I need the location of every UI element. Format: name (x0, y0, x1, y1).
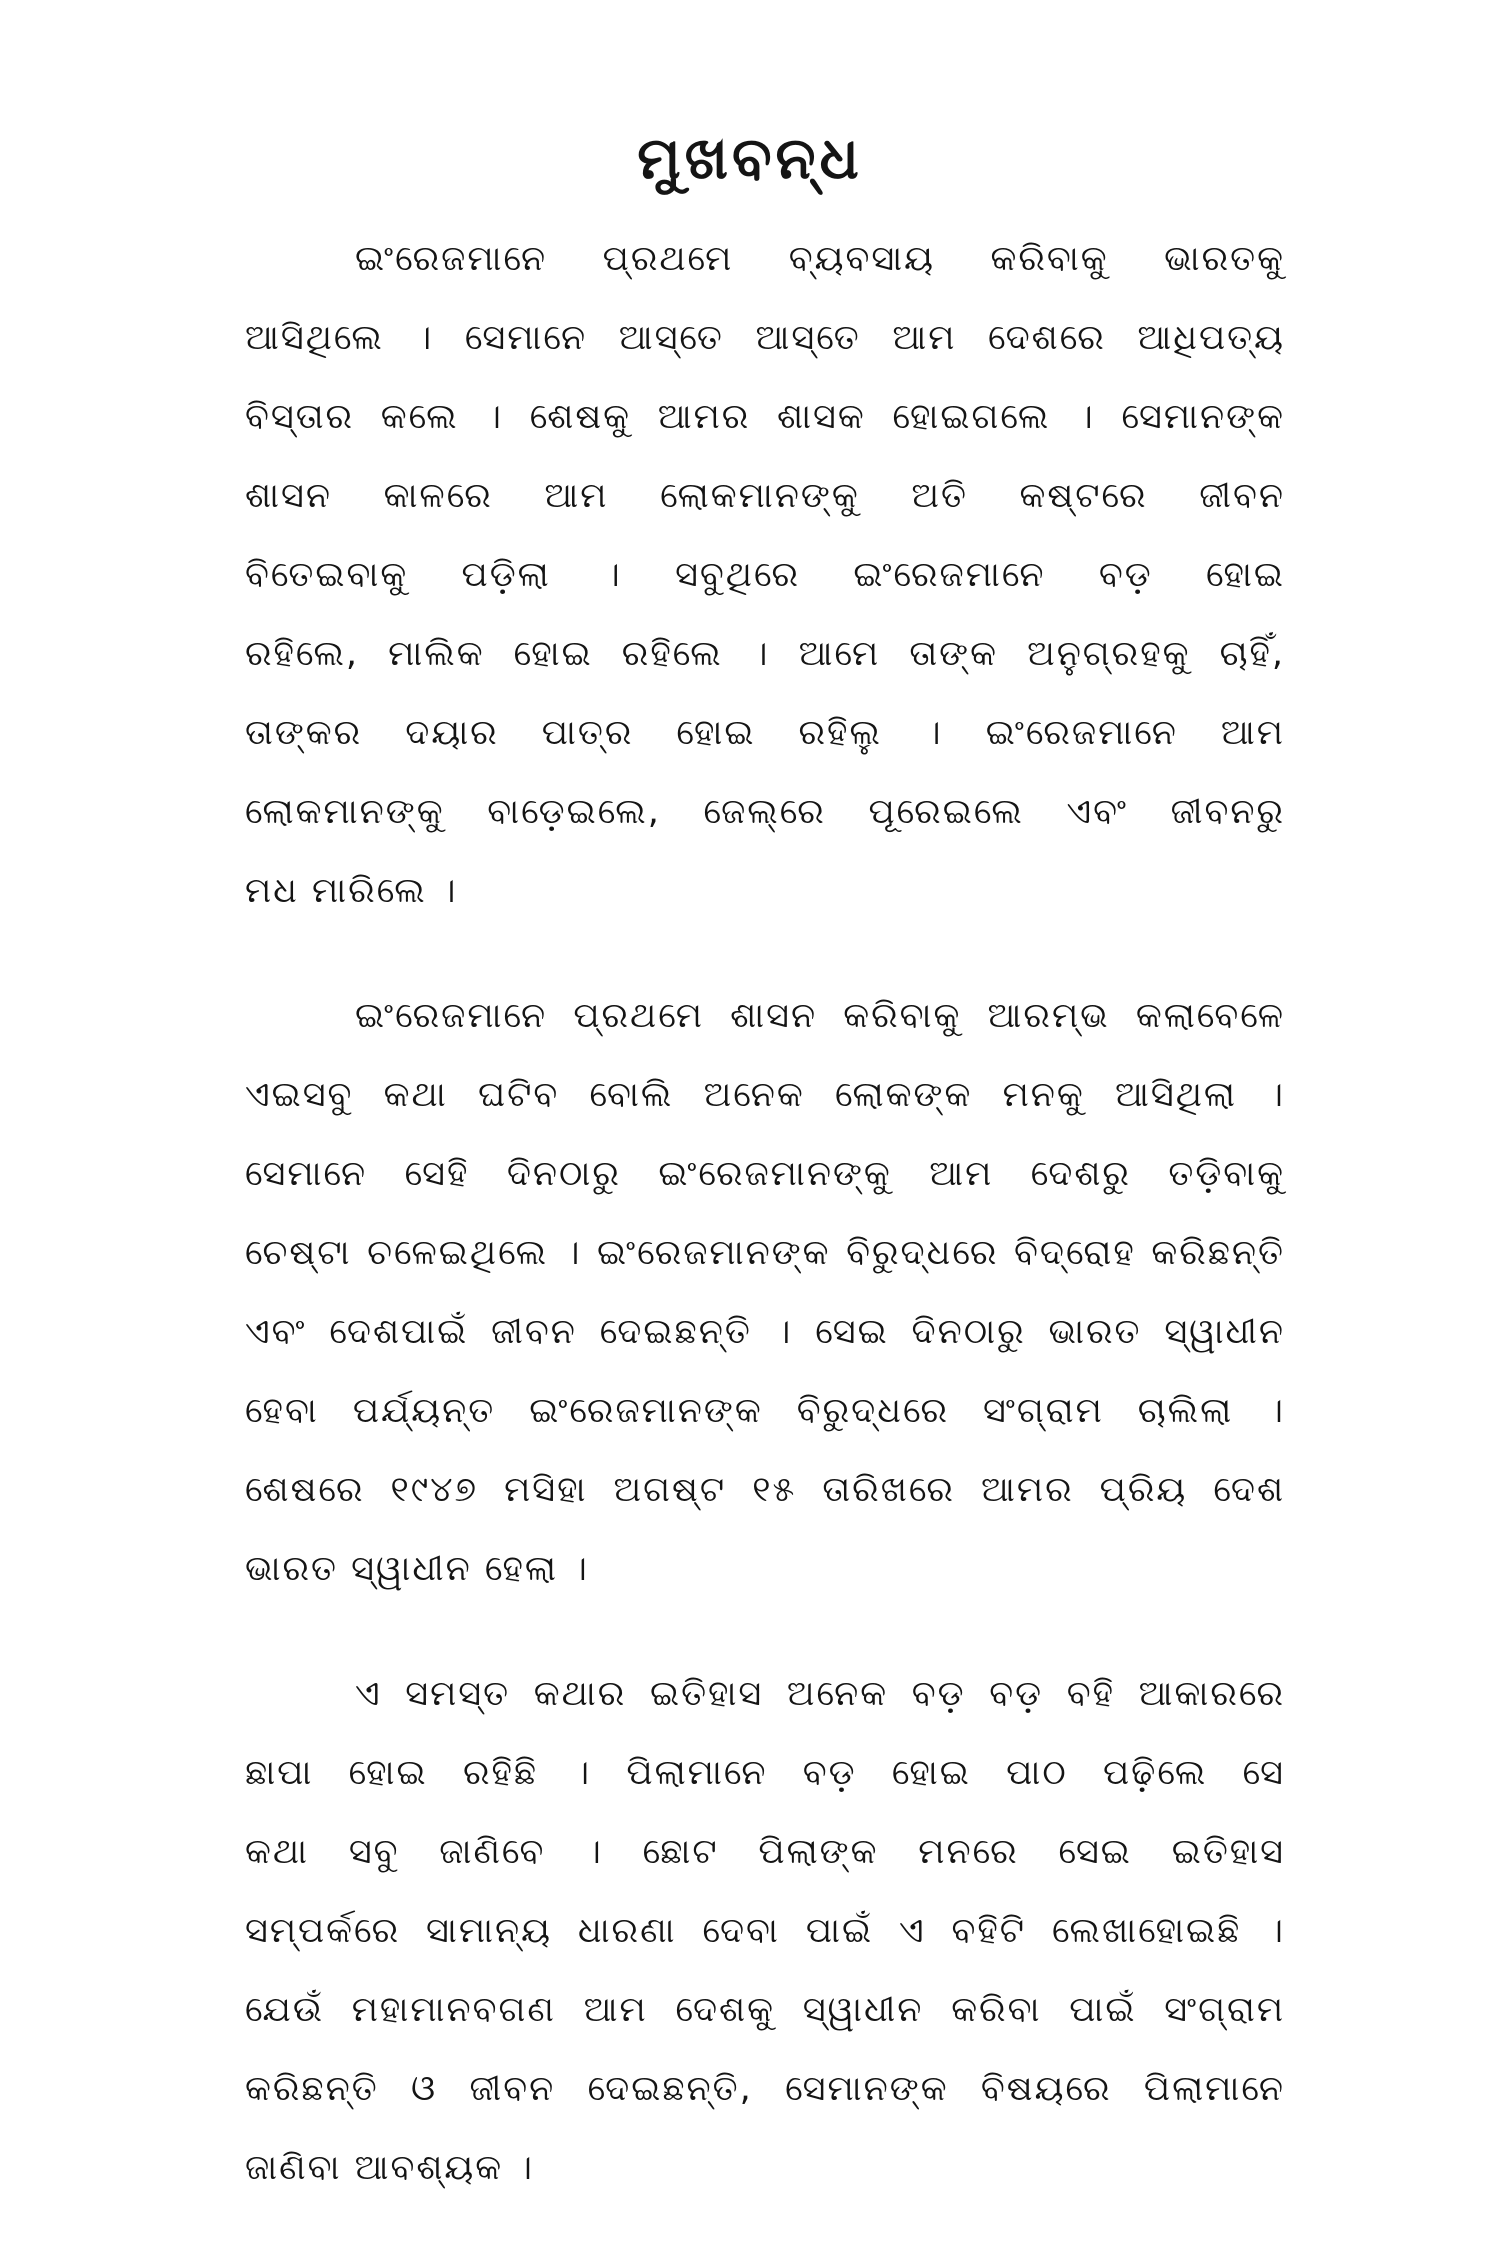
text-line: ବିସ୍ତାର କଲେ । ଶେଷକୁ ଆମର ଶାସକ ହୋଇଗଲେ । ସେମାନଙ୍କ (245, 397, 1285, 437)
text-line: ଆସିଥିଲେ । ସେମାନେ ଆସ୍ତେ ଆସ୍ତେ ଆମ ଦେଶରେ ଆଧିପତ୍ୟ (245, 318, 1285, 358)
text-line: ଏଇସବୁ କଥା ଘଟିବ ବୋଲି ଅନେକ ଲୋକଙ୍କ ମନକୁ ଆସିଥିଲା । (245, 1075, 1285, 1115)
page-title: ମୁଖବନ୍ଧ (637, 124, 863, 192)
paragraph-1 (245, 220, 1285, 931)
text-line: ବିତେଇବାକୁ ପଡ଼ିଲା । ସବୁଥିରେ ଇଂରେଜମାନେ ବଡ଼ ହୋଇ (245, 555, 1285, 595)
text-line: ମଧ ମାରିଲେ । (245, 871, 458, 911)
preface-body (245, 220, 1285, 2254)
text-line: ଛାପା ହୋଇ ରହିଛି । ପିଲାମାନେ ବଡ଼ ହୋଇ ପାଠ ପଢ଼ିଲେ ସେ (245, 1753, 1285, 1793)
text-line: ଭାରତ ସ୍ୱାଧୀନ ହେଲା । (245, 1549, 589, 1589)
text-line: ଏ ସମସ୍ତ କଥାର ଇତିହାସ ଅନେକ ବଡ଼ ବଡ଼ ବହି ଆକାରରେ (355, 1674, 1285, 1714)
text-line: ଏବଂ ଦେଶପାଇଁ ଜୀବନ ଦେଇଛନ୍ତି । ସେଇ ଦିନଠାରୁ ଭାରତ ସ୍ୱାଧୀନ (245, 1312, 1285, 1352)
text-line: ତାଙ୍କର ଦୟାର ପାତ୍ର ହୋଇ ରହିଲୁ । ଇଂରେଜମାନେ ଆମ (245, 713, 1285, 753)
text-line: ଚେଷ୍ଟା ଚଳେଇଥିଲେ । ଇଂରେଜମାନଙ୍କ ବିରୁଦ୍ଧରେ ବିଦ୍ରୋହ କରିଛନ୍ତି (245, 1233, 1285, 1273)
text-line: କରିଛନ୍ତି ଓ ଜୀବନ ଦେଇଛନ୍ତି, ସେମାନଙ୍କ ବିଷୟରେ ପିଲାମାନେ (245, 2069, 1285, 2109)
text-line: ଲୋକମାନଙ୍କୁ ବାଡ଼େଇଲେ, ଜେଲ୍‌ରେ ପୂରେଇଲେ ଏବଂ ଜୀବନରୁ (245, 792, 1285, 832)
text-line: ଇଂରେଜମାନେ ପ୍ରଥମେ ଶାସନ କରିବାକୁ ଆରମ୍ଭ କଲାବେଳେ (355, 996, 1285, 1036)
paragraph-3 (245, 1655, 1285, 2208)
text-line: ଶାସନ କାଳରେ ଆମ ଲୋକମାନଙ୍କୁ ଅତି କଷ୍ଟରେ ଜୀବନ (245, 476, 1285, 516)
text-line: ସେମାନେ ସେହି ଦିନଠାରୁ ଇଂରେଜମାନଙ୍କୁ ଆମ ଦେଶରୁ ତଡ଼ିବାକୁ (245, 1154, 1285, 1194)
paragraph-2 (245, 977, 1285, 1609)
text-line: ଶେଷରେ ୧୯୪୭ ମସିହା ଅଗଷ୍ଟ ୧୫ ତାରିଖରେ ଆମର ପ୍ରିୟ ଦେଶ (245, 1470, 1285, 1510)
text-line: ଯେଉଁ ମହାମାନବଗଣ ଆମ ଦେଶକୁ ସ୍ୱାଧୀନ କରିବା ପାଇଁ ସଂଗ୍ରାମ (245, 1990, 1285, 2030)
text-line: ଇଂରେଜମାନେ ପ୍ରଥମେ ବ୍ୟବସାୟ କରିବାକୁ ଭାରତକୁ (355, 239, 1285, 279)
text-line: ହେବା ପର୍ଯ୍ୟନ୍ତ ଇଂରେଜମାନଙ୍କ ବିରୁଦ୍ଧରେ ସଂଗ୍ରାମ ଚାଲିଲା । (245, 1391, 1285, 1431)
text-line: କଥା ସବୁ ଜାଣିବେ । ଛୋଟ ପିଲାଙ୍କ ମନରେ ସେଇ ଇତିହାସ (245, 1832, 1285, 1872)
text-line: ରହିଲେ, ମାଲିକ ହୋଇ ରହିଲେ । ଆମେ ତାଙ୍କ ଅନୁଗ୍ରହକୁ ଚାହିଁ, (245, 634, 1285, 674)
text-line: ଜାଣିବା ଆବଶ୍ୟକ । (245, 2148, 535, 2188)
text-line: ସମ୍ପର୍କରେ ସାମାନ୍ୟ ଧାରଣା ଦେବା ପାଇଁ ଏ ବହିଟି ଲେଖାହୋଇଛି । (245, 1911, 1285, 1951)
